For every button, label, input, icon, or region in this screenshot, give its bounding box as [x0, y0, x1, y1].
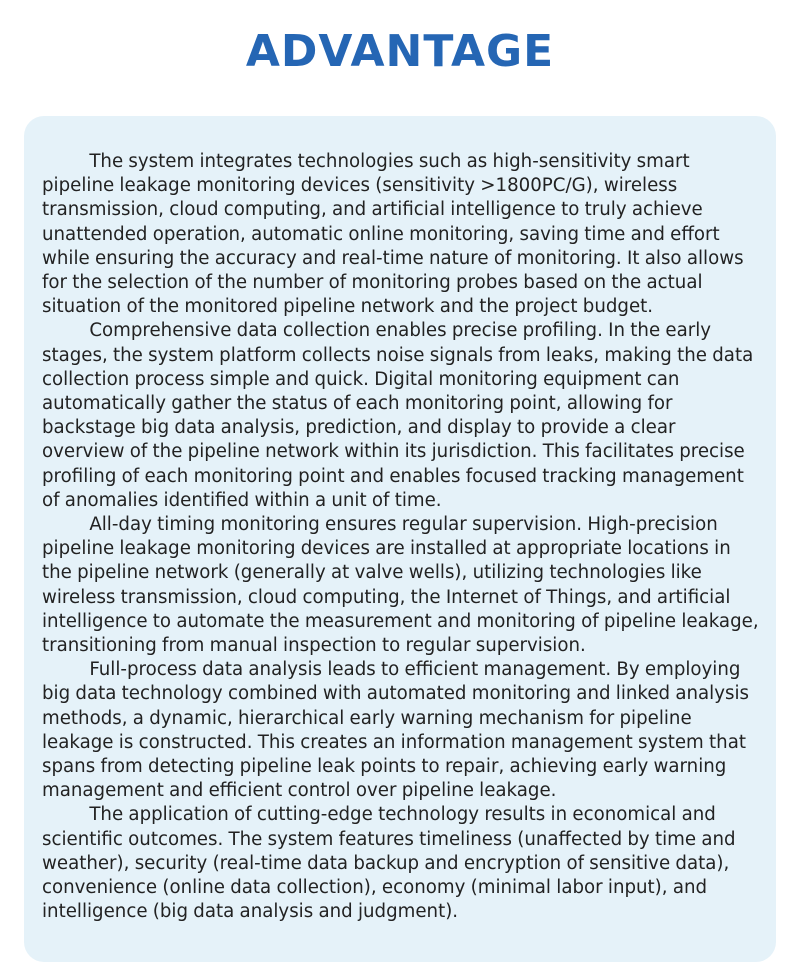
title-area — [0, 26, 800, 78]
paragraph-data-analysis: Full-process data analysis leads to efficient management. By employing big data technology combined with automated monitoring and linked analysis methods, a dynamic, hierarchical early warning mechanism for pipeline leakage is constructed. This creates an information management system that spans from detecting pipeline leak points to repair, achieving early warning management and efficient control over pipeline leakage. — [42, 659, 749, 802]
paragraph-data-collection: Comprehensive data collection enables precise profiling. In the early stages, the system platform collects noise signals from leaks, making the data collection process simple and quick. Digital monitoring equipment can automatically gather the status of each monitoring point, allowing for backstage big data analysis, prediction, and display to provide a clear overview of the pipeline network within its jurisdiction. This facilitates precise profiling of each monitoring point and enables focused tracking management of anomalies identified within a unit of time. — [42, 320, 754, 511]
content-panel — [24, 116, 776, 962]
page-title — [242, 26, 558, 78]
paragraph-timing-monitoring: All-day timing monitoring ensures regular supervision. High-precision pipeline leakage monitoring devices are installed at appropriate locations in the pipeline network (generally at valve wells), utilizing technologies like wireless transmission, cloud computing, the Internet of Things, and artificial intelligence to automate the measurement and monitoring of pipeline leakage, transitioning from manual inspection to regular supervision. — [42, 514, 759, 657]
paragraph-system-integration: The system integrates technologies such as high-sensitivity smart pipeline leakage monitoring devices (sensitivity >1800PC/G), wireless transmission, cloud computing, and artificial intelligence to truly achieve unattended operation, automatic online monitoring, saving time and effort while ensuring the accuracy and real-time nature of monitoring. It also allows for the selection of the number of monitoring probes based on the actual situation of the monitored pipeline network and the project budget. — [42, 151, 744, 318]
page-title-text: ADVANTAGE — [245, 26, 555, 77]
paragraph-technology-outcomes: The application of cutting-edge technology results in economical and scientific outcomes. The system features timeliness (unaffected by time and weather), security (real-time data backup and encryption of sensitive data), convenience (online data collection), economy (minimal labor input), and intelligence (big data analysis and judgment). — [42, 804, 736, 923]
